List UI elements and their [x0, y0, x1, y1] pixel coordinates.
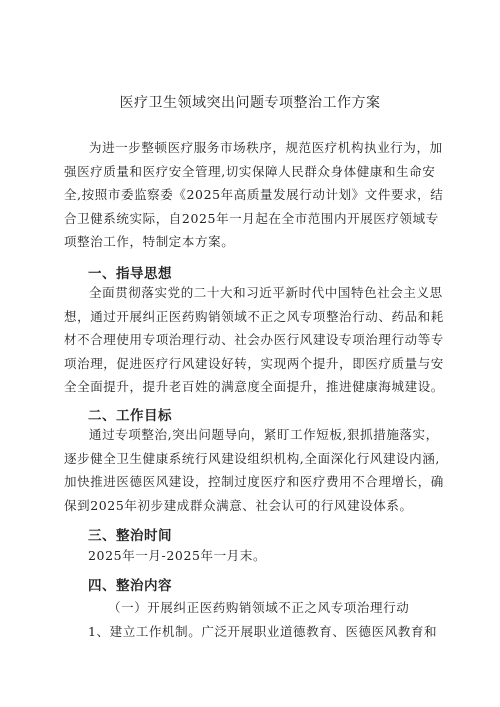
section-heading-work-goals: 二、工作目标 [88, 408, 172, 424]
section-heading-rectification-content: 四、整治内容 [88, 578, 172, 594]
guiding-ideology-paragraph: 全面贯彻落实党的二十大和习近平新时代中国特色社会主义思想，通过开展纠正医药购销领域不正之风专项整治行动、药品和耗材不合理使用专项治理行动、社会办医行风建设专项治理行动等专项治理，促进医疗行风建设好转，实现两个提升，即医疗质量与安全全面提升，提升老百姓的满意度全面提升，推进健康海城建设。 [64, 285, 444, 394]
section-heading-rectification-time: 三、整治时间 [88, 528, 172, 544]
section-heading-guiding-ideology: 一、指导思想 [88, 266, 172, 282]
rectification-time-text: 2025年一月-2025年一月末。 [88, 548, 267, 563]
document-title: 医疗卫生领域突出问题专项整治工作方案 [119, 95, 381, 111]
list-item: 1、建立工作机制。广泛开展职业道德教育、医德医风教育和 [88, 624, 438, 639]
intro-paragraph: 为进一步整顿医疗服务市场秩序，规范医疗机构执业行为，加强医疗质量和医疗安全管理,切实保障人民群众身体健康和生命安全,按照市委监察委《2025年高质量发展行动计划》文件要求，结合卫健系统实际，自2025年一月起在全市范围内开展医疗领域专项整治工作，特制定本方案。 [64, 140, 444, 249]
subsection-heading: （一）开展纠正医药购销领域不正之风专项治理行动 [108, 600, 410, 615]
work-goals-paragraph: 通过专项整治,突出问题导向，紧盯工作短板,狠抓措施落实，逐步健全卫生健康系统行风建设组织机构,全面深化行风建设内涵,加快推进医德医风建设，控制过度医疗和医疗费用不合理增长，确保到2025年初步建成群众满意、社会认可的行风建设体系。 [64, 427, 444, 513]
